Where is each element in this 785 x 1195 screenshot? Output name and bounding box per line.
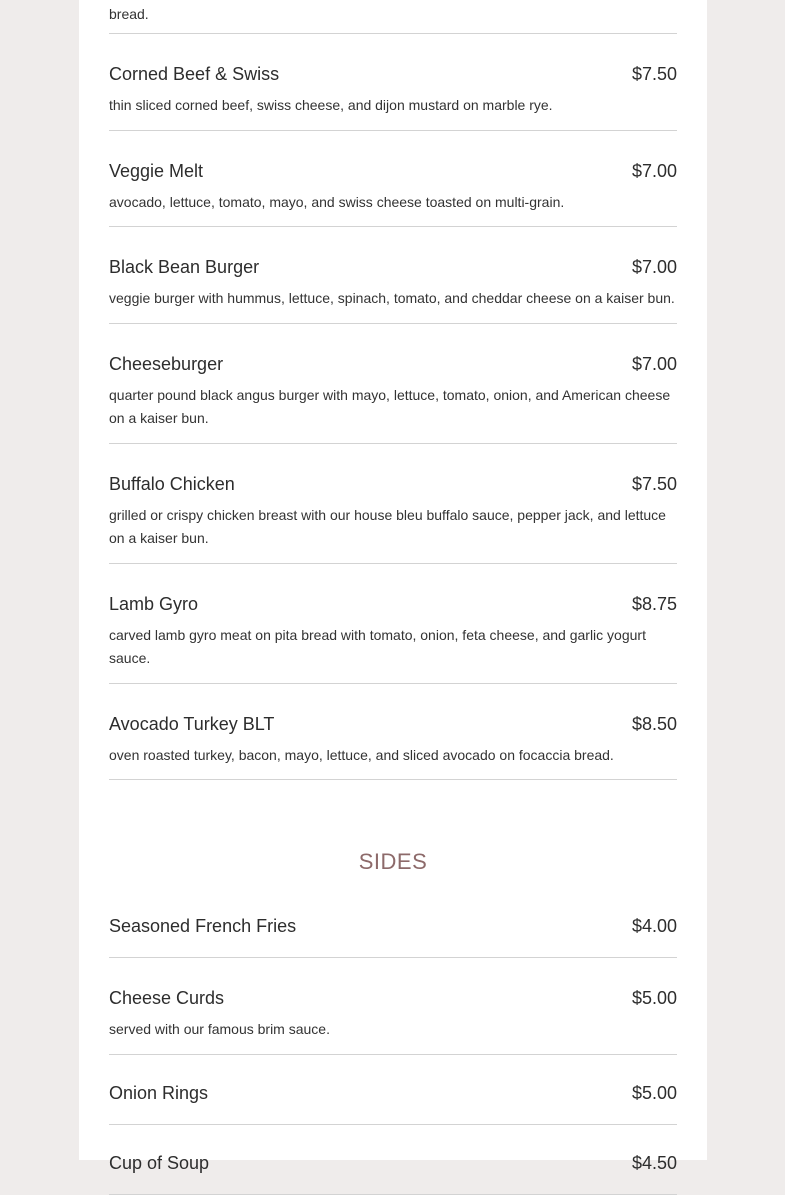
- menu-item-description: served with our famous brim sauce.: [109, 1021, 330, 1037]
- menu-item-description: quarter pound black angus burger with mayo, lettuce, tomato, onion, and American cheese on a kaiser bun.: [109, 386, 671, 426]
- menu-item-name: Veggie Melt: [109, 160, 204, 181]
- menu-item-price: $7.50: [631, 64, 677, 84]
- menu-item-name: Corned Beef & Swiss: [109, 64, 280, 84]
- menu-item-price: $4.50: [631, 1152, 677, 1173]
- menu-item: [109, 684, 677, 781]
- menu-item-name: Black Bean Burger: [109, 257, 260, 277]
- menu-item-price: $5.00: [631, 1082, 677, 1103]
- section-title-sides: SIDES: [358, 849, 428, 874]
- menu-item: [109, 958, 677, 1055]
- menu-item-name: Onion Rings: [109, 1082, 209, 1103]
- menu-item-fragment: [109, 0, 677, 34]
- menu-item-name: Avocado Turkey BLT: [109, 713, 275, 734]
- menu-item-price: $5.00: [631, 988, 677, 1008]
- menu-item-name: Seasoned French Fries: [109, 916, 297, 936]
- menu-item-name: Cheeseburger: [109, 353, 224, 374]
- menu-item-name: Lamb Gyro: [109, 593, 199, 614]
- menu-item: [109, 34, 677, 131]
- menu-content: [109, 0, 677, 1195]
- menu-item-description: grilled or crispy chicken breast with our house bleu buffalo sauce, pepper jack, and lettuce on a kaiser bun.: [109, 506, 666, 546]
- menu-item-price: $8.50: [631, 713, 677, 734]
- menu-item: [109, 1055, 677, 1125]
- menu-item: [109, 131, 677, 228]
- menu-item: [109, 564, 677, 684]
- menu-item-description: oven roasted turkey, bacon, mayo, lettuce, and sliced avocado on focaccia bread.: [109, 746, 614, 763]
- menu-item-description: bread.: [109, 6, 149, 22]
- menu-item: [109, 888, 677, 958]
- menu-item-description: avocado, lettuce, tomato, mayo, and swiss cheese toasted on multi-grain.: [109, 193, 565, 210]
- menu-item: [109, 444, 677, 564]
- menu-item-description: carved lamb gyro meat on pita bread with tomato, onion, feta cheese, and garlic yogurt sauce.: [109, 626, 646, 666]
- menu-item-name: Cup of Soup: [109, 1152, 210, 1173]
- menu-item-description: thin sliced corned beef, swiss cheese, and dijon mustard on marble rye.: [109, 97, 553, 113]
- menu-item: [109, 324, 677, 444]
- menu-item-name: Cheese Curds: [109, 988, 225, 1008]
- menu-item-description: veggie burger with hummus, lettuce, spinach, tomato, and cheddar cheese on a kaiser bun.: [109, 290, 675, 306]
- menu-item-price: $7.50: [631, 473, 677, 494]
- menu-item-price: $7.00: [631, 257, 677, 277]
- menu-item-name: Buffalo Chicken: [109, 473, 235, 494]
- menu-item-price: $7.00: [631, 160, 677, 181]
- menu-panel: [79, 0, 707, 1173]
- menu-item-price: $7.00: [631, 353, 677, 374]
- menu-item-price: $4.00: [631, 916, 677, 936]
- menu-item-price: $8.75: [631, 593, 677, 614]
- menu-item: [109, 227, 677, 324]
